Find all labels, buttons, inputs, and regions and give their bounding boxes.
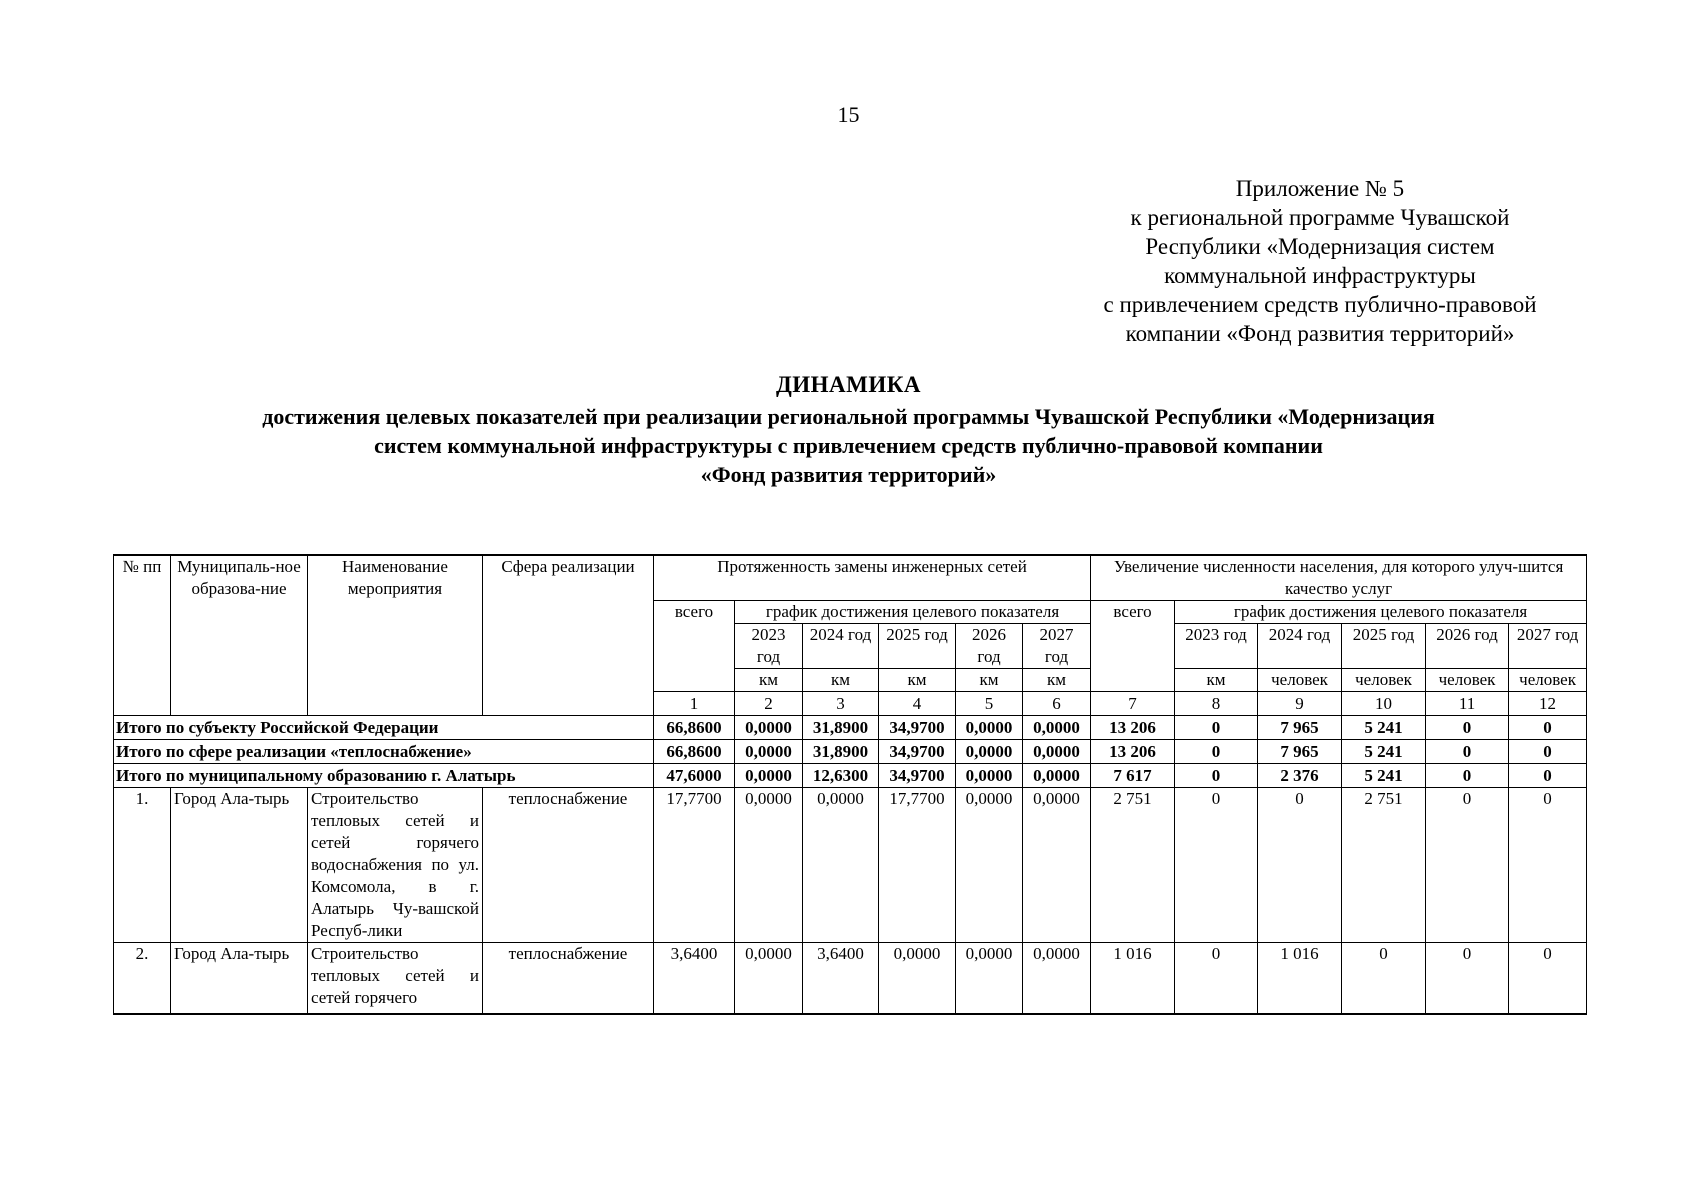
column-number: 2 xyxy=(735,692,803,716)
row-value: 0 xyxy=(1258,788,1342,943)
total-value: 0 xyxy=(1426,716,1509,740)
total-value: 5 241 xyxy=(1342,716,1426,740)
total-value: 0,0000 xyxy=(1023,764,1091,788)
appendix-line: к региональной программе Чувашской xyxy=(1130,205,1510,230)
row-value: 17,7700 xyxy=(879,788,956,943)
document-subtitle xyxy=(100,402,1597,489)
header-year: 2024 год xyxy=(803,624,879,669)
row-value: 0 xyxy=(1175,943,1258,1015)
total-label: Итого по сфере реализации «теплоснабжение» xyxy=(114,740,654,764)
header-year: 2023 год xyxy=(1175,624,1258,669)
total-value: 34,9700 xyxy=(879,716,956,740)
total-value: 7 965 xyxy=(1258,716,1342,740)
column-number: 10 xyxy=(1342,692,1426,716)
total-value: 0,0000 xyxy=(956,716,1023,740)
total-value: 12,6300 xyxy=(803,764,879,788)
column-number: 11 xyxy=(1426,692,1509,716)
row-municipality: Город Ала-тырь xyxy=(171,943,308,1015)
unit-people: человек xyxy=(1258,669,1342,692)
indicators-table xyxy=(113,554,1587,1015)
row-number: 1. xyxy=(114,788,171,943)
row-number: 2. xyxy=(114,943,171,1015)
total-value: 34,9700 xyxy=(879,764,956,788)
total-value: 0 xyxy=(1175,764,1258,788)
column-number: 12 xyxy=(1509,692,1587,716)
header-year: 2025 год xyxy=(879,624,956,669)
total-value: 0,0000 xyxy=(956,764,1023,788)
row-value: 0 xyxy=(1342,943,1426,1015)
header-networks-group: Протяженность замены инженерных сетей xyxy=(654,555,1091,601)
header-year: 2027 год xyxy=(1509,624,1587,669)
total-value: 0,0000 xyxy=(956,740,1023,764)
row-value: 0 xyxy=(1426,943,1509,1015)
total-value: 0,0000 xyxy=(735,764,803,788)
header-population-schedule: график достижения целевого показателя xyxy=(1175,601,1587,624)
column-number: 8 xyxy=(1175,692,1258,716)
column-number: 7 xyxy=(1091,692,1175,716)
total-value: 31,8900 xyxy=(803,716,879,740)
appendix-block xyxy=(1080,174,1560,348)
column-number: 6 xyxy=(1023,692,1091,716)
total-value: 0 xyxy=(1426,764,1509,788)
total-value: 0 xyxy=(1509,740,1587,764)
column-number: 4 xyxy=(879,692,956,716)
total-value: 0,0000 xyxy=(1023,740,1091,764)
header-population-total: всего xyxy=(1091,601,1175,692)
total-value: 7 965 xyxy=(1258,740,1342,764)
page-number: 15 xyxy=(837,102,860,127)
total-value: 66,8600 xyxy=(654,740,735,764)
unit-km: км xyxy=(735,669,803,692)
appendix-line: компании «Фонд развития территорий» xyxy=(1125,321,1515,346)
unit-km: км xyxy=(1175,669,1258,692)
appendix-line: Приложение № 5 xyxy=(1235,176,1405,201)
appendix-line: коммунальной инфраструктуры xyxy=(1164,263,1476,288)
total-value: 31,8900 xyxy=(803,740,879,764)
row-value: 0 xyxy=(1426,788,1509,943)
row-value: 0,0000 xyxy=(735,943,803,1015)
header-year: 2023 год xyxy=(735,624,803,669)
row-sphere: теплоснабжение xyxy=(483,943,654,1015)
row-value: 2 751 xyxy=(1342,788,1426,943)
row-value: 0,0000 xyxy=(1023,788,1091,943)
column-number: 3 xyxy=(803,692,879,716)
column-number: 1 xyxy=(654,692,735,716)
total-value: 0 xyxy=(1426,740,1509,764)
subtitle-line: «Фонд развития территорий» xyxy=(700,462,997,487)
header-sphere: Сфера реализации xyxy=(483,555,654,716)
header-year: 2026 год xyxy=(1426,624,1509,669)
total-value: 13 206 xyxy=(1091,716,1175,740)
row-value: 0,0000 xyxy=(735,788,803,943)
unit-km: км xyxy=(956,669,1023,692)
total-value: 0,0000 xyxy=(735,716,803,740)
row-municipality: Город Ала-тырь xyxy=(171,788,308,943)
total-value: 0 xyxy=(1509,716,1587,740)
row-event: Строительство тепловых сетей и сетей горячего водоснабжения по ул. Комсомола, в г. Алатырь Чу-вашской Респуб-лики xyxy=(308,788,483,943)
row-value: 0 xyxy=(1509,788,1587,943)
total-value: 0 xyxy=(1509,764,1587,788)
header-population-group: Увеличение численности населения, для которого улуч-шится качество услуг xyxy=(1091,555,1587,601)
total-value: 2 376 xyxy=(1258,764,1342,788)
header-networks-schedule: график достижения целевого показателя xyxy=(735,601,1091,624)
header-event: Наименование мероприятия xyxy=(308,555,483,716)
total-value: 0 xyxy=(1175,740,1258,764)
table-row xyxy=(114,943,1587,1015)
row-value: 0 xyxy=(1509,943,1587,1015)
header-municipality: Муниципаль-ное образова-ние xyxy=(171,555,308,716)
unit-people: человек xyxy=(1342,669,1426,692)
total-value: 0 xyxy=(1175,716,1258,740)
unit-km: км xyxy=(1023,669,1091,692)
unit-people: человек xyxy=(1509,669,1587,692)
row-value: 0,0000 xyxy=(803,788,879,943)
row-event-text: Строительство тепловых сетей и сетей горячего xyxy=(311,944,479,1007)
total-row xyxy=(114,716,1587,740)
header-year: 2026 год xyxy=(956,624,1023,669)
total-value: 7 617 xyxy=(1091,764,1175,788)
table-row xyxy=(114,788,1587,943)
header-networks-total: всего xyxy=(654,601,735,692)
total-value: 0,0000 xyxy=(735,740,803,764)
total-row xyxy=(114,764,1587,788)
header-year: 2024 год xyxy=(1258,624,1342,669)
unit-km: км xyxy=(879,669,956,692)
total-label: Итого по субъекту Российской Федерации xyxy=(114,716,654,740)
total-value: 5 241 xyxy=(1342,740,1426,764)
header-year: 2025 год xyxy=(1342,624,1426,669)
unit-km: км xyxy=(803,669,879,692)
row-value: 0 xyxy=(1175,788,1258,943)
total-value: 66,8600 xyxy=(654,716,735,740)
total-value: 5 241 xyxy=(1342,764,1426,788)
row-sphere: теплоснабжение xyxy=(483,788,654,943)
row-value: 3,6400 xyxy=(803,943,879,1015)
row-value: 1 016 xyxy=(1258,943,1342,1015)
row-value: 17,7700 xyxy=(654,788,735,943)
appendix-line: с привлечением средств публично-правовой xyxy=(1103,292,1537,317)
column-number: 9 xyxy=(1258,692,1342,716)
subtitle-line: систем коммунальной инфраструктуры с привлечением средств публично-правовой компании xyxy=(374,433,1323,458)
row-value: 0,0000 xyxy=(956,943,1023,1015)
row-value: 0,0000 xyxy=(879,943,956,1015)
header-year: 2027 год xyxy=(1023,624,1091,669)
total-value: 34,9700 xyxy=(879,740,956,764)
total-value: 47,6000 xyxy=(654,764,735,788)
row-event xyxy=(308,943,483,1015)
column-number: 5 xyxy=(956,692,1023,716)
total-label: Итого по муниципальному образованию г. Алатырь xyxy=(114,764,654,788)
row-value: 2 751 xyxy=(1091,788,1175,943)
header-row xyxy=(114,555,1587,601)
row-value: 1 016 xyxy=(1091,943,1175,1015)
unit-people: человек xyxy=(1426,669,1509,692)
row-value: 3,6400 xyxy=(654,943,735,1015)
row-value: 0,0000 xyxy=(956,788,1023,943)
document-title: ДИНАМИКА xyxy=(775,372,922,397)
subtitle-line: достижения целевых показателей при реализации региональной программы Чувашской Республики «Модернизация xyxy=(262,404,1435,429)
appendix-line: Республики «Модернизация систем xyxy=(1145,234,1495,259)
total-value: 13 206 xyxy=(1091,740,1175,764)
row-value: 0,0000 xyxy=(1023,943,1091,1015)
header-no: № пп xyxy=(114,555,171,716)
total-row xyxy=(114,740,1587,764)
total-value: 0,0000 xyxy=(1023,716,1091,740)
